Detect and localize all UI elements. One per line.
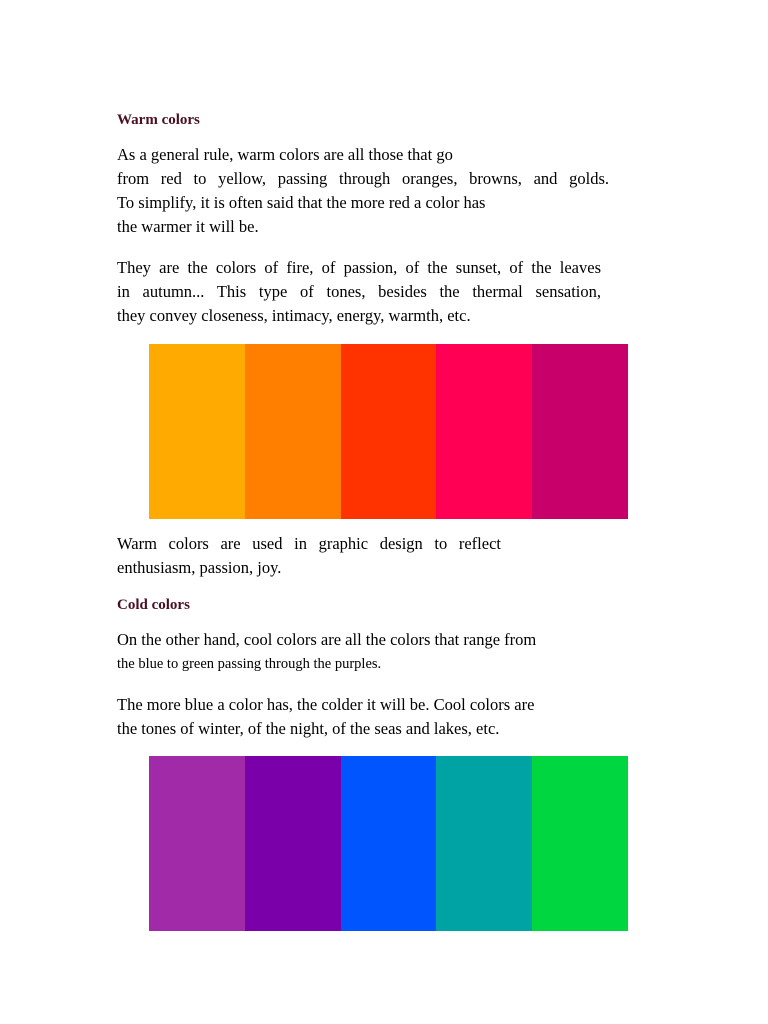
text-line: enthusiasm, passion, joy.	[117, 558, 282, 577]
color-swatch	[245, 344, 341, 519]
color-swatch	[341, 344, 437, 519]
text-line: The more blue a color has, the colder it will be. Cool colors are	[117, 695, 535, 714]
color-swatch	[532, 344, 628, 519]
color-swatch	[149, 344, 245, 519]
text-line: They are the colors of fire, of passion, of the sunset, of the leaves	[117, 258, 601, 277]
color-swatch	[532, 756, 628, 931]
warm-intro-paragraph	[117, 143, 609, 239]
text-line: in autumn... This type of tones, besides the thermal sensation,	[117, 282, 601, 301]
text-line: from red to yellow, passing through oranges, browns, and golds.	[117, 169, 609, 188]
color-swatch	[436, 344, 532, 519]
cold-colors-heading: Cold colors	[117, 597, 190, 613]
text-line: Warm colors are used in graphic design to reflect	[117, 534, 501, 553]
cold-intro-paragraph	[117, 628, 587, 676]
text-line: As a general rule, warm colors are all those that go	[117, 145, 453, 164]
cold-description-paragraph	[117, 693, 587, 741]
text-line: On the other hand, cool colors are all the colors that range from	[117, 630, 537, 649]
text-line: the blue to green passing through the purples.	[117, 656, 382, 672]
text-line: they convey closeness, intimacy, energy, warmth, etc.	[117, 306, 471, 325]
warm-usage-paragraph	[117, 532, 501, 580]
color-swatch	[149, 756, 245, 931]
cold-color-swatches	[149, 756, 628, 931]
warm-colors-heading: Warm colors	[117, 112, 200, 128]
warm-color-swatches	[149, 344, 628, 519]
color-swatch	[341, 756, 437, 931]
text-line: To simplify, it is often said that the more red a color has	[117, 193, 486, 212]
text-line: the tones of winter, of the night, of the seas and lakes, etc.	[117, 719, 500, 738]
text-line: the warmer it will be.	[117, 217, 259, 236]
color-swatch	[245, 756, 341, 931]
color-swatch	[436, 756, 532, 931]
warm-description-paragraph	[117, 256, 601, 328]
